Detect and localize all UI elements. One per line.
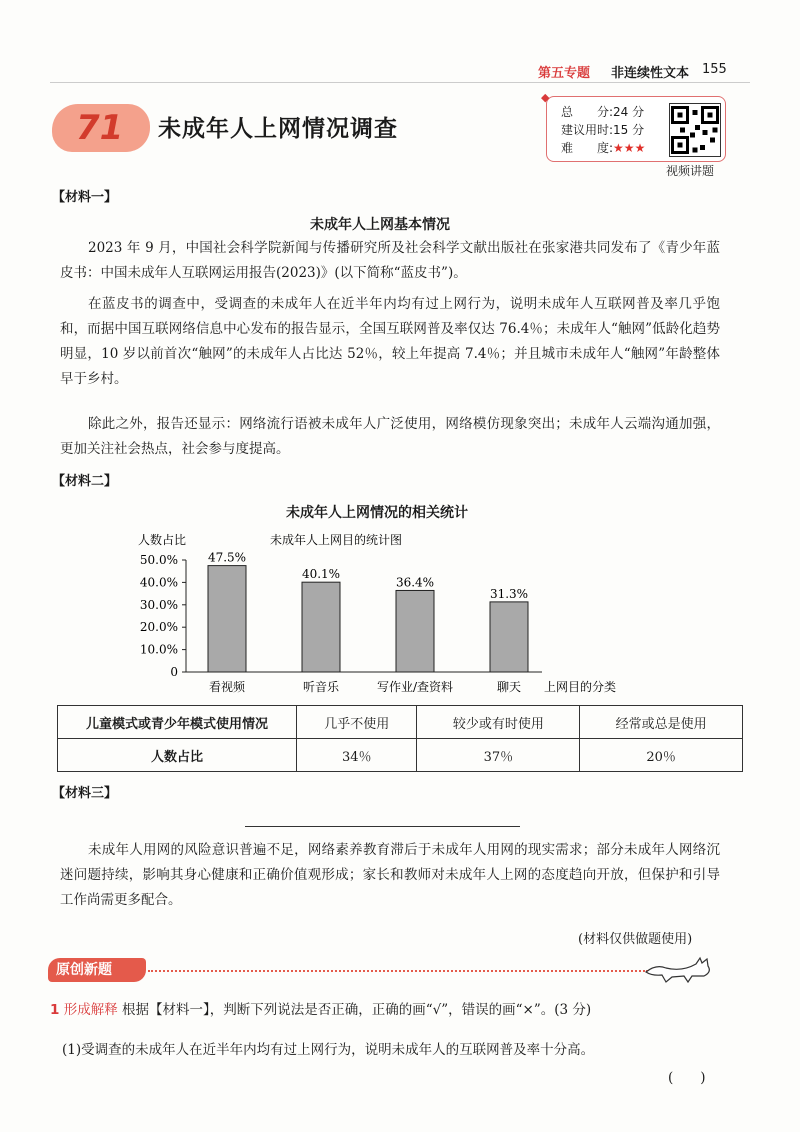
y-tick-label: 50.0% xyxy=(139,553,178,567)
bar-3 xyxy=(396,590,434,672)
chart-ylabel: 人数占比 xyxy=(138,533,187,547)
question-1-tag: 形成解释 xyxy=(63,1002,118,1018)
table-header-cell: 儿童模式或青少年模式使用情况 xyxy=(58,706,297,739)
category-label: 看视频 xyxy=(208,680,246,694)
table-cell: 20％ xyxy=(580,739,743,772)
unit-badge xyxy=(52,104,150,152)
table-header-cell: 较少或有时使用 xyxy=(417,706,580,739)
y-tick-label: 10.0% xyxy=(139,642,178,657)
bar-value-label: 31.3% xyxy=(489,586,529,601)
material-note: (材料仅供做题使用) xyxy=(578,932,693,947)
bar-1 xyxy=(208,566,246,672)
question-1-number: 1 xyxy=(50,1002,60,1018)
pin-icon: ◆ xyxy=(541,91,550,104)
bar-value-label: 47.5% xyxy=(207,550,247,565)
category-label: 写作业/查资料 xyxy=(376,680,454,694)
table-header-cell: 经常或总是使用 xyxy=(580,706,743,739)
qr-code-icon[interactable] xyxy=(669,103,721,157)
question-1 xyxy=(50,998,591,1018)
table-header-row xyxy=(58,706,743,739)
difficulty xyxy=(561,139,645,156)
y-tick-label: 0 xyxy=(170,665,178,679)
difficulty-label: 难 度: xyxy=(561,141,614,155)
difficulty-stars: ★★★ xyxy=(613,141,646,155)
chart-title: 未成年人上网目的统计图 xyxy=(270,533,403,547)
bar-chart xyxy=(130,520,650,698)
unit-number: 71 xyxy=(76,108,124,148)
page-number: 155 xyxy=(702,62,727,77)
y-tick-label: 40.0% xyxy=(139,575,178,590)
header-rule xyxy=(50,82,750,83)
table-row xyxy=(58,739,743,772)
blank-line xyxy=(245,826,520,827)
unit-title: 未成年人上网情况调查 xyxy=(158,116,398,142)
y-tick-label: 30.0% xyxy=(139,597,178,612)
material1-paragraph-1: 2023 年 9 月，中国社会科学院新闻与传播研究所及社会科学文献出版社在张家港共同发布了《青少年蓝皮书：中国未成年人互联网运用报告(2023)》(以下简称“蓝皮书”)。 xyxy=(60,240,720,281)
suggested-time: 建议用时:15 分 xyxy=(561,123,645,137)
section-name: 非连续性文本 xyxy=(611,66,690,81)
total-score: 总 分:24 分 xyxy=(561,105,645,119)
bar-value-label: 40.1% xyxy=(301,567,341,582)
y-tick-label: 20.0% xyxy=(139,620,178,635)
question-1-statement-1: (1)受调查的未成年人在近半年内均有过上网行为，说明未成年人的互联网普及率十分高。 xyxy=(62,1042,595,1058)
material3-paragraph: 未成年人用网的风险意识普遍不足，网络素养教育滞后于未成年人用网的现实需求；部分未成年人网络沉迷问题持续，影响其身心健康和正确价值观形成；家长和教师对未成年人上网的态度趋向开放，但保护和引导工作尚需更多配合。 xyxy=(60,842,720,908)
dotted-divider xyxy=(148,970,648,972)
material1-subtitle: 未成年人上网基本情况 xyxy=(310,217,450,233)
question-1-text: 根据【材料一】，判断下列说法是否正确，正确的画“√”，错误的画“×”。(3 分) xyxy=(122,1002,592,1018)
material2-subtitle: 未成年人上网情况的相关统计 xyxy=(286,505,468,521)
bar-4 xyxy=(490,602,528,672)
bar-value-label: 36.4% xyxy=(395,575,435,590)
category-label: 听音乐 xyxy=(302,680,340,694)
table-cell: 37％ xyxy=(417,739,580,772)
material2-label: 【材料二】 xyxy=(52,474,118,489)
chart-xlabel: 上网目的分类 xyxy=(544,680,617,694)
category-label: 聊天 xyxy=(496,680,522,694)
qr-caption: 视频讲题 xyxy=(666,164,715,178)
table-cell: 34％ xyxy=(297,739,417,772)
table-header-cell: 几乎不使用 xyxy=(297,706,417,739)
material1-label: 【材料一】 xyxy=(52,190,118,205)
info-box xyxy=(541,91,726,162)
material1-paragraph-3: 除此之外，报告还显示：网络流行语被未成年人广泛使用，网络模仿现象突出；未成年人云端沟通加强，更加关注社会热点，社会参与度提高。 xyxy=(60,416,720,457)
original-question-banner: 原创新题 xyxy=(48,958,146,982)
material1-paragraph-2: 在蓝皮书的调查中，受调查的未成年人在近半年内均有过上网行为，说明未成年人互联网普及率几乎饱和，而据中国互联网络信息中心发布的报告显示，全国互联网普及率仅达 76.4％；未成年人“触网”低龄化趋势明显，10 岁以前首次“触网”的未成年人占比达 52％，较上年提高 7.4％；并且城市未成年人“触网”年龄整体早于乡村。 xyxy=(60,296,720,387)
material3-label: 【材料三】 xyxy=(52,786,118,801)
mode-usage-table xyxy=(57,705,743,772)
section-label: 第五专题 xyxy=(538,66,591,81)
table-cell: 人数占比 xyxy=(58,739,297,772)
bar-2 xyxy=(302,582,340,672)
cat-icon xyxy=(642,950,722,984)
answer-parentheses[interactable]: ( ) xyxy=(668,1070,706,1086)
